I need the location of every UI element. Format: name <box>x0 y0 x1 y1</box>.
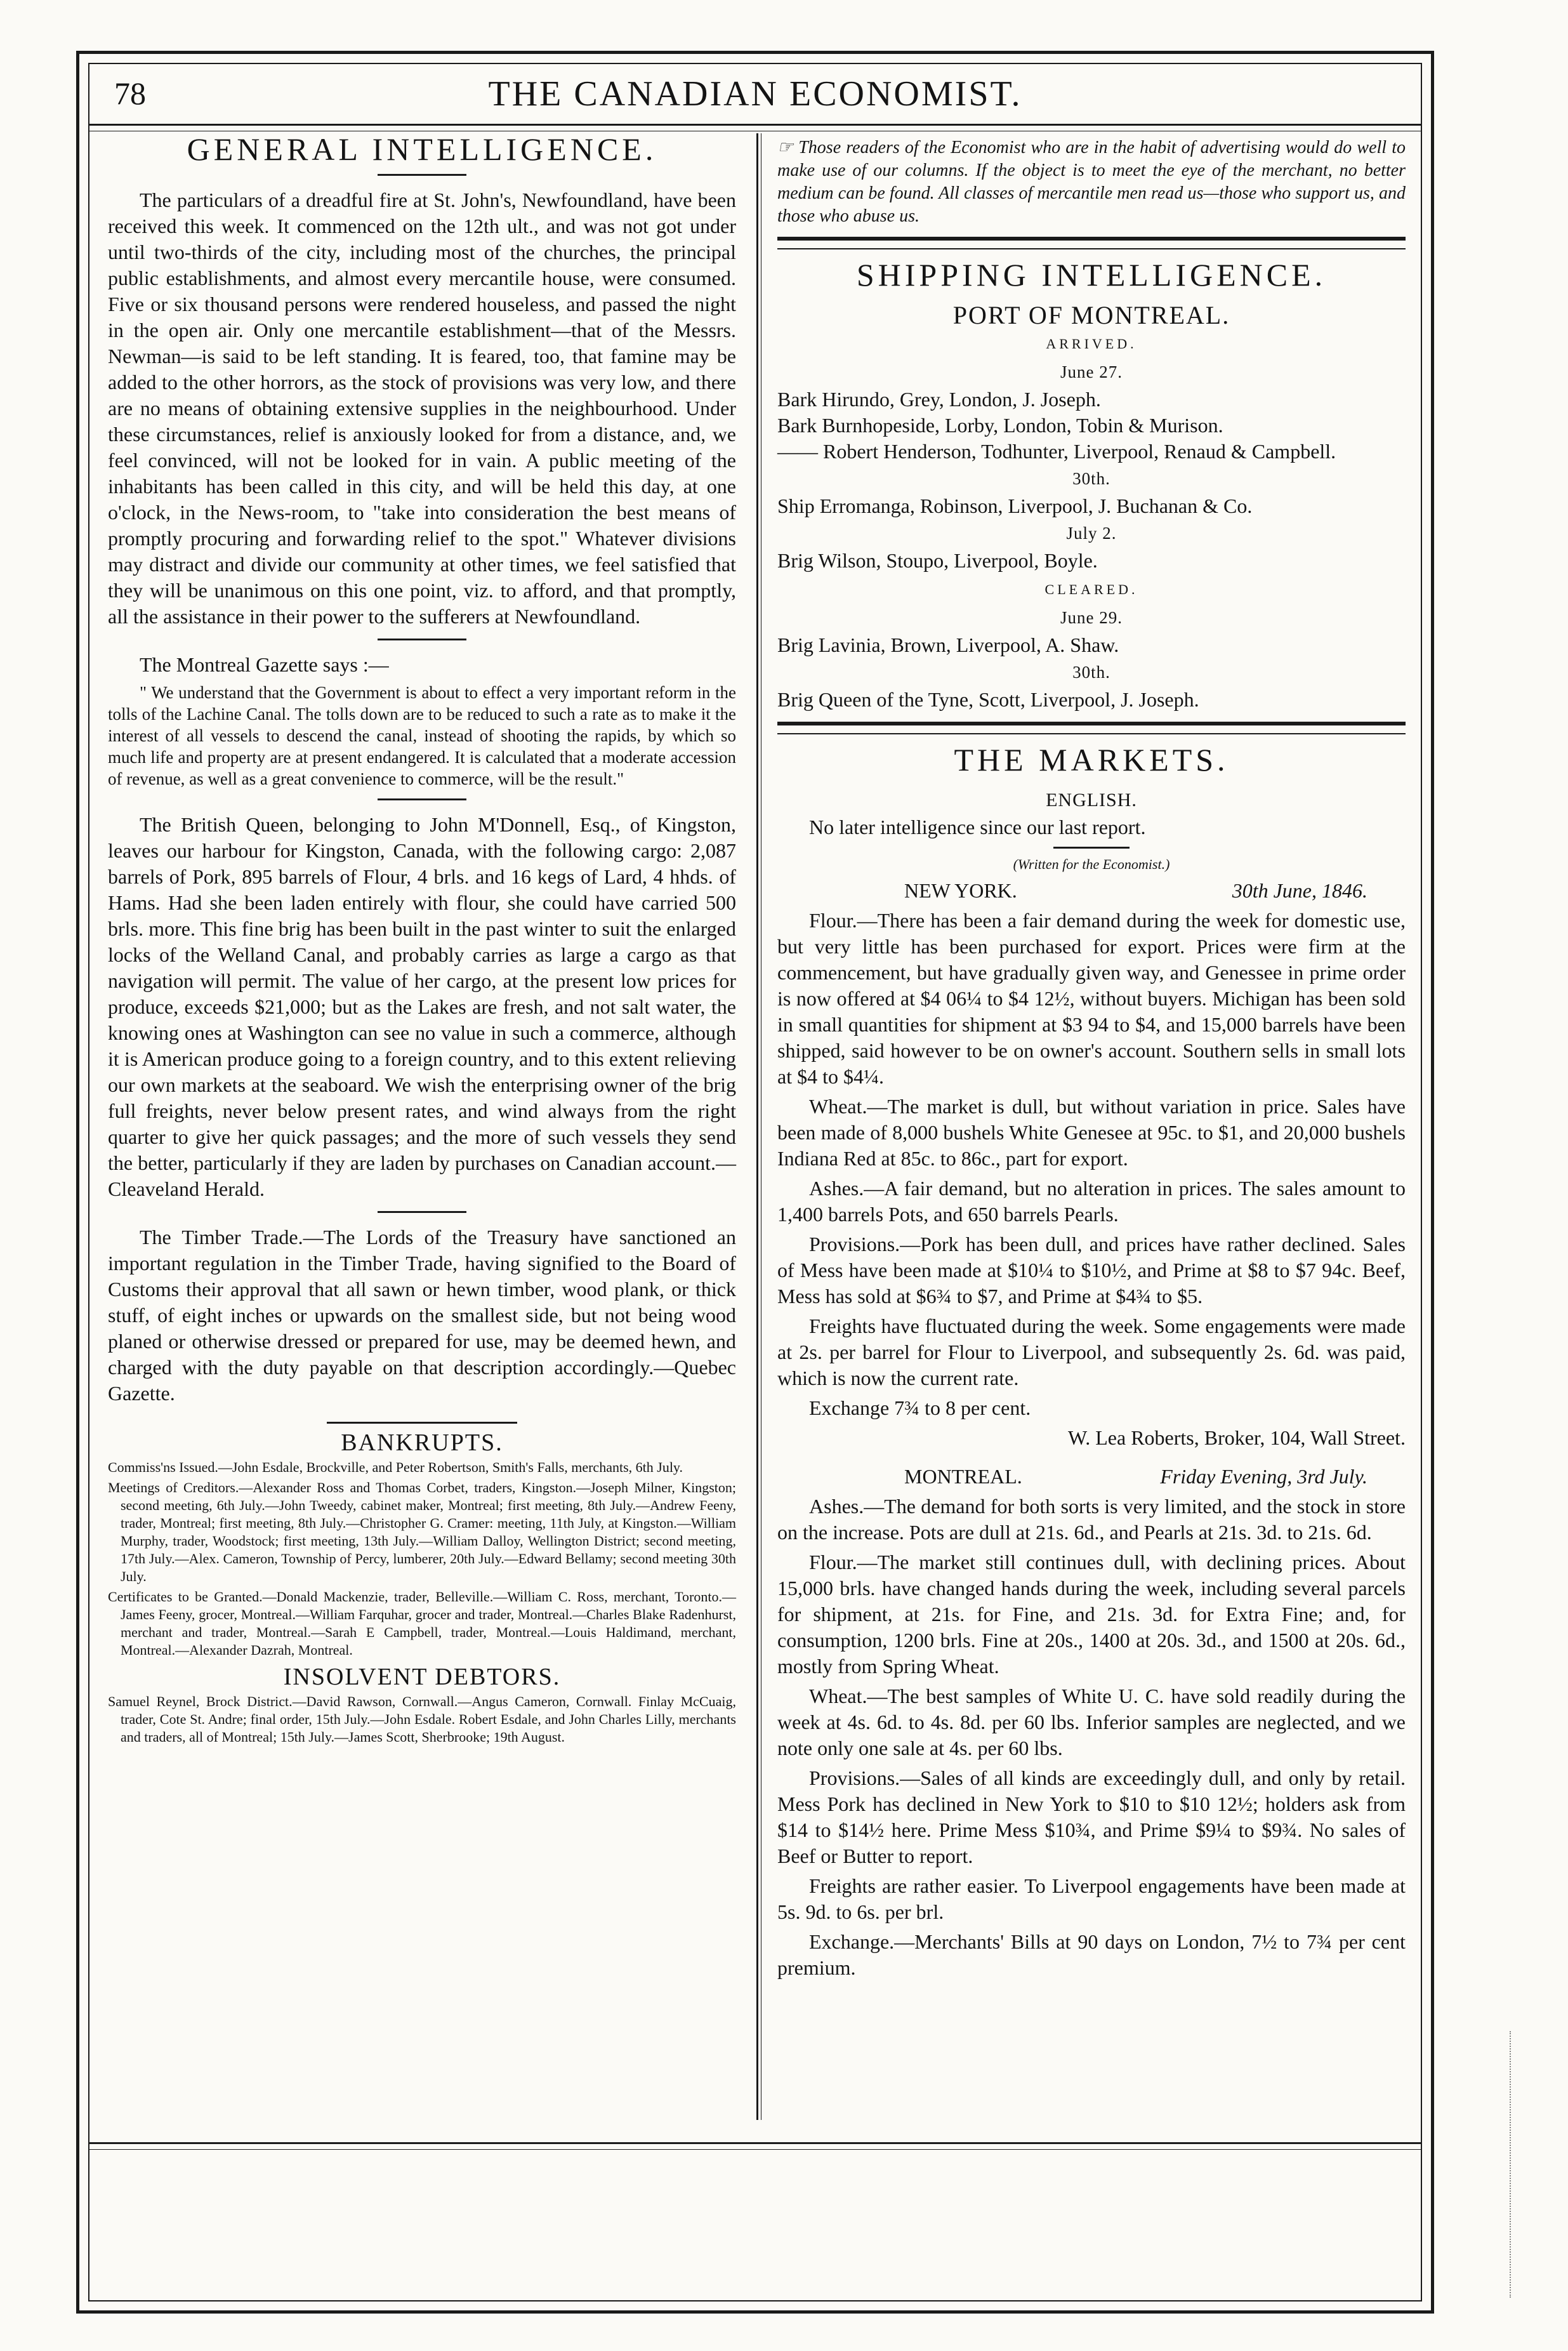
insolvent-heading: INSOLVENT DEBTORS. <box>283 1664 561 1690</box>
shipping-date: 30th. <box>1072 663 1110 682</box>
mtl-ashes: Ashes.—The demand for both sorts is very limited, and the stock in store on the increase. Pots are dull at 21s. 6d., and Pearls at 21s. 3d. to 21s. 6d. <box>777 1495 1406 1544</box>
mtl-flour: Flour.—The market still continues dull, with declining prices. About 15,000 brls. have changed hands during the week, including several parcels for shipment, at 21s. for Fine, and 21s. 3d. for Extra Fine; and, for consumption, 1200 brls. Fine at 20s., 1400 at 20s. 3d., and 1500 at 20s. 6d., mostly from Spring Wheat. <box>777 1551 1406 1678</box>
column-divider <box>756 133 758 2120</box>
masthead <box>102 70 1409 121</box>
english-heading: ENGLISH. <box>1046 790 1137 811</box>
shipping-date: June 29. <box>1060 608 1123 627</box>
shipping-date: 30th. <box>1072 469 1110 488</box>
timber-trade-article: The Timber Trade.—The Lords of the Treasury have sanctioned an important regulation in the Timber Trade, having signified to the Board of Customs their approval that all sawn or hewn timber, wood plank, or thick stuff, of eight inches or upwards on the smallest side, but not being wood planed or otherwise dressed or prepared for use, may be deemed hewn, and charged with the duty payable on that description accordingly.—Quebec Gazette. <box>108 1226 736 1405</box>
mtl-freights: Freights are rather easier. To Liverpool engagements have been made at 5s. 9d. to 6s. per brl. <box>777 1874 1406 1923</box>
ny-ashes: Ashes.—A fair demand, but no alteration in prices. The sales amount to 1,400 barrels Pots, and 650 barrels Pearls. <box>777 1177 1406 1226</box>
section-rule <box>777 722 1406 734</box>
port-heading: PORT OF MONTREAL. <box>952 301 1230 329</box>
shipping-entry: —— Robert Henderson, Todhunter, Liverpool, Renaud & Campbell. <box>777 440 1336 463</box>
general-intelligence-heading: GENERAL INTELLIGENCE. <box>187 131 657 167</box>
article-separator <box>378 639 466 640</box>
publication-title: THE CANADIAN ECONOMIST. <box>488 74 1022 114</box>
shipping-date: June 27. <box>1060 362 1123 381</box>
shipping-entry: Bark Hirundo, Grey, London, J. Joseph. <box>777 388 1101 411</box>
advertising-notice <box>777 136 1406 228</box>
shipping-entry: Ship Erromanga, Robinson, Liverpool, J. Buchanan & Co. <box>777 494 1253 517</box>
bankrupt-entry: Commiss'ns Issued.—John Esdale, Brockville, and Peter Robertson, Smith's Falls, merchants, 6th July. <box>108 1459 683 1475</box>
markets-heading: THE MARKETS. <box>954 742 1229 778</box>
article-separator <box>378 1211 466 1213</box>
right-column <box>777 136 1406 1985</box>
shipping-entry: Bark Burnhopeside, Lorby, London, Tobin & Murison. <box>777 414 1223 437</box>
mtl-exchange: Exchange.—Merchants' Bills at 90 days on London, 7½ to 7¾ per cent premium. <box>777 1930 1406 1979</box>
page-number: 78 <box>114 76 146 111</box>
ny-flour: Flour.—There has been a fair demand during the week for domestic use, but very little has been purchased for export. Prices were firm at the commencement, but have gradually given way, and Genessee in prime order is now offered at $4 06¼ to $4 12½, without buyers. Michigan has been sold in small quantities for shipment at $3 94 to $4, and 15,000 barrels have been shipped, said however to be on owner's account. Southern sells in small lots at $4 to $4¼. <box>777 909 1406 1088</box>
written-for-note: (Written for the Economist.) <box>1013 856 1170 872</box>
ny-wheat: Wheat.—The market is dull, but without variation in price. Sales have been made of 8,000 bushels White Genesee at 95c. to $1, and 20,000 bushels Indiana Red at 85c. to 86c., part for export. <box>777 1095 1406 1170</box>
left-column <box>108 131 736 1749</box>
bankrupt-entry: Meetings of Creditors.—Alexander Ross and Thomas Corbet, traders, Kingston.—Joseph Milner, Kingston; second meeting, 6th July.—John Tweedy, cabinet maker, Montreal; first meeting, 8th July.—Andrew Feeny, trader, Montreal; first meeting, 8th July.—Christopher G. Cramer: meeting, 11th July, at Kingston.—William Murphy, trader, Woodstock; first meeting, 13th July.—William Dalloy, Wellington District; second meeting, 17th July.—Alex. Cameron, Township of Percy, lumberer, 20th July.—Edward Bellamy; second meeting 30th July. <box>108 1480 736 1584</box>
section-rule <box>327 1422 517 1424</box>
bankrupt-entry: Certificates to be Granted.—Donald Mackenzie, trader, Belleville.—William C. Ross, merchant, Toronto.—James Feeny, grocer, Montreal.—William Farquhar, grocer and trader, Montreal.—Charles Blake Radenhurst, merchant and trader, Montreal.—Sarah E Campbell, trader, Montreal.—Louis Haldimand, merchant, Montreal.—Alexander Dazrah, Montreal. <box>108 1589 736 1658</box>
cleared-label: CLEARED. <box>1044 581 1138 597</box>
bankrupts-heading: BANKRUPTS. <box>341 1429 503 1456</box>
heading-rule <box>378 174 466 176</box>
insolvent-entry: Samuel Reynel, Brock District.—David Rawson, Cornwall.—Angus Cameron, Cornwall. Finlay McCuaig, trader, Cote St. Andre; final order, 15th July.—John Esdale. Robert Esdale, and John Charles Lilly, merchants and traders, all of Montreal; 15th July.—James Scott, Sherbrooke; 19th August. <box>108 1693 736 1745</box>
shipping-entry: Brig Queen of the Tyne, Scott, Liverpool, J. Joseph. <box>777 688 1199 711</box>
shipping-heading: SHIPPING INTELLIGENCE. <box>856 257 1327 293</box>
article-separator <box>378 798 466 800</box>
montreal-date: Friday Evening, 3rd July. <box>1160 1465 1367 1488</box>
mtl-provisions: Provisions.—Sales of all kinds are exceedingly dull, and only by retail. Mess Pork has declined in New York to $10 to $10 12½; holders ask from $14 to $14½ here. Prime Mess $10¾, and Prime $9¼ to $9¾. No sales of Beef or Butter to report. <box>777 1766 1406 1867</box>
newfoundland-fire-article: The particulars of a dreadful fire at St. John's, Newfoundland, have been received this week. It commenced on the 12th ult., and was not got under until two-thirds of the city, including most of the churches, the principal public establishments, and almost every mercantile house, were consumed. Five or six thousand persons were rendered houseless, and passed the night in the open air. Only one mercantile establishment—that of the Messrs. Newman—is said to be left standing. It is feared, too, that famine may be added to the other horrors, as the stock of provisions was very low, and there are no means of obtaining extensive supplies in the neighbourhood. Under these circumstances, relief is anxiously looked for from a distance, and, we feel convinced, will not be looked for in vain. A public meeting of the inhabitants has been called in this city, and will be held this day, at one o'clock, in the News-room, to "take into consideration the best means of promptly procuring and forwarding relief to the spot." Whatever divisions may distract and divide our community at other times, we feel satisfied that they will be unanimous on this one point, viz. to afford, and that promptly, all the assistance in their power to the sufferers at Newfoundland. <box>108 189 736 628</box>
ny-provisions: Provisions.—Pork has been dull, and prices have rather declined. Sales of Mess have been made at $10¼ to $10½, and Prime at $8 to $7 94c. Beef, Mess has sold at $6¾ to $7, and Prime at $4¾ to $5. <box>777 1233 1406 1308</box>
gazette-quote: " We understand that the Government is about to effect a very important reform in the tolls of the Lachine Canal. The tolls down are to be reduced to such a rate as to make it the interest of all vessels to descend the canal, instead of shooting the rapids, by which so much life and property are at present endangered. It is calculated that a moderate accession of revenue, as well as a great convenience to commerce, will be the result." <box>108 683 736 788</box>
mtl-wheat: Wheat.—The best samples of White U. C. have sold readily during the week at 4s. 6d. to 4s. 8d. per 60 lbs. Inferior samples are neglected, and we note only one sale at 4s. per 60 lbs. <box>777 1685 1406 1759</box>
new-york-dateline <box>777 878 1406 904</box>
british-queen-article: The British Queen, belonging to John M'Donnell, Esq., of Kingston, leaves our harbour for Kingston, Canada, with the following cargo: 2,087 barrels of Pork, 895 barrels of Flour, 4 brls. and 16 kegs of Lard, 4 hhds. of Hams. Had she been laden entirely with flour, she could have carried 500 brls. more. This fine brig has been built in the past winter to suit the enlarged locks of the Welland Canal, and probably carries as large a cargo as that navigation will permit. The value of her cargo, at the present low prices for produce, exceeds $21,000; but as the Lakes are fresh, and not salt water, the knowing ones at Washington can see no value in such a commerce, although it is American produce going to a foreign country, and to this extent relieving our own markets at the seaboard. We wish the enterprising owner of the brig full freights, never below present rates, and wind always from the right quarter to give her quick passages; and the more of such vessels they send the better, particularly if they are laden by purchases on Canadian account.—Cleaveland Herald. <box>108 813 736 1200</box>
shipping-date: July 2. <box>1066 524 1117 543</box>
ny-exchange: Exchange 7¾ to 8 per cent. <box>809 1396 1031 1419</box>
english-text: No later intelligence since our last report. <box>809 816 1146 838</box>
section-rule <box>777 237 1406 249</box>
bottom-rule <box>89 2142 1421 2150</box>
masthead-rule <box>89 124 1421 131</box>
new-york-place: NEW YORK. <box>904 879 1017 902</box>
scan-edge-strip <box>1510 2031 1549 2298</box>
new-york-date: 30th June, 1846. <box>1232 879 1367 902</box>
shipping-entry: Brig Wilson, Stoupo, Liverpool, Boyle. <box>777 549 1098 572</box>
arrived-label: ARRIVED. <box>1046 336 1137 352</box>
gazette-intro: The Montreal Gazette says :— <box>140 653 389 676</box>
shipping-entry: Brig Lavinia, Brown, Liverpool, A. Shaw. <box>777 633 1119 656</box>
advertising-notice-text: Those readers of the Economist who are in the habit of advertising would do well to make use of our columns. If the object is to meet the eye of the merchant, no better medium can be found. All classes of mercantile men read us—those who support us, and those who abuse us. <box>777 138 1406 226</box>
ny-freights: Freights have fluctuated during the week. Some engagements were made at 2s. per barrel for Flour to Liverpool, and subsequently 2s. 6d. was paid, which is now the current rate. <box>777 1315 1406 1389</box>
montreal-place: MONTREAL. <box>904 1465 1022 1488</box>
montreal-dateline <box>777 1464 1406 1490</box>
broker-signature: W. Lea Roberts, Broker, 104, Wall Street. <box>1067 1426 1406 1449</box>
section-rule <box>1053 847 1130 849</box>
pointing-hand-icon: ☞ <box>777 138 799 157</box>
